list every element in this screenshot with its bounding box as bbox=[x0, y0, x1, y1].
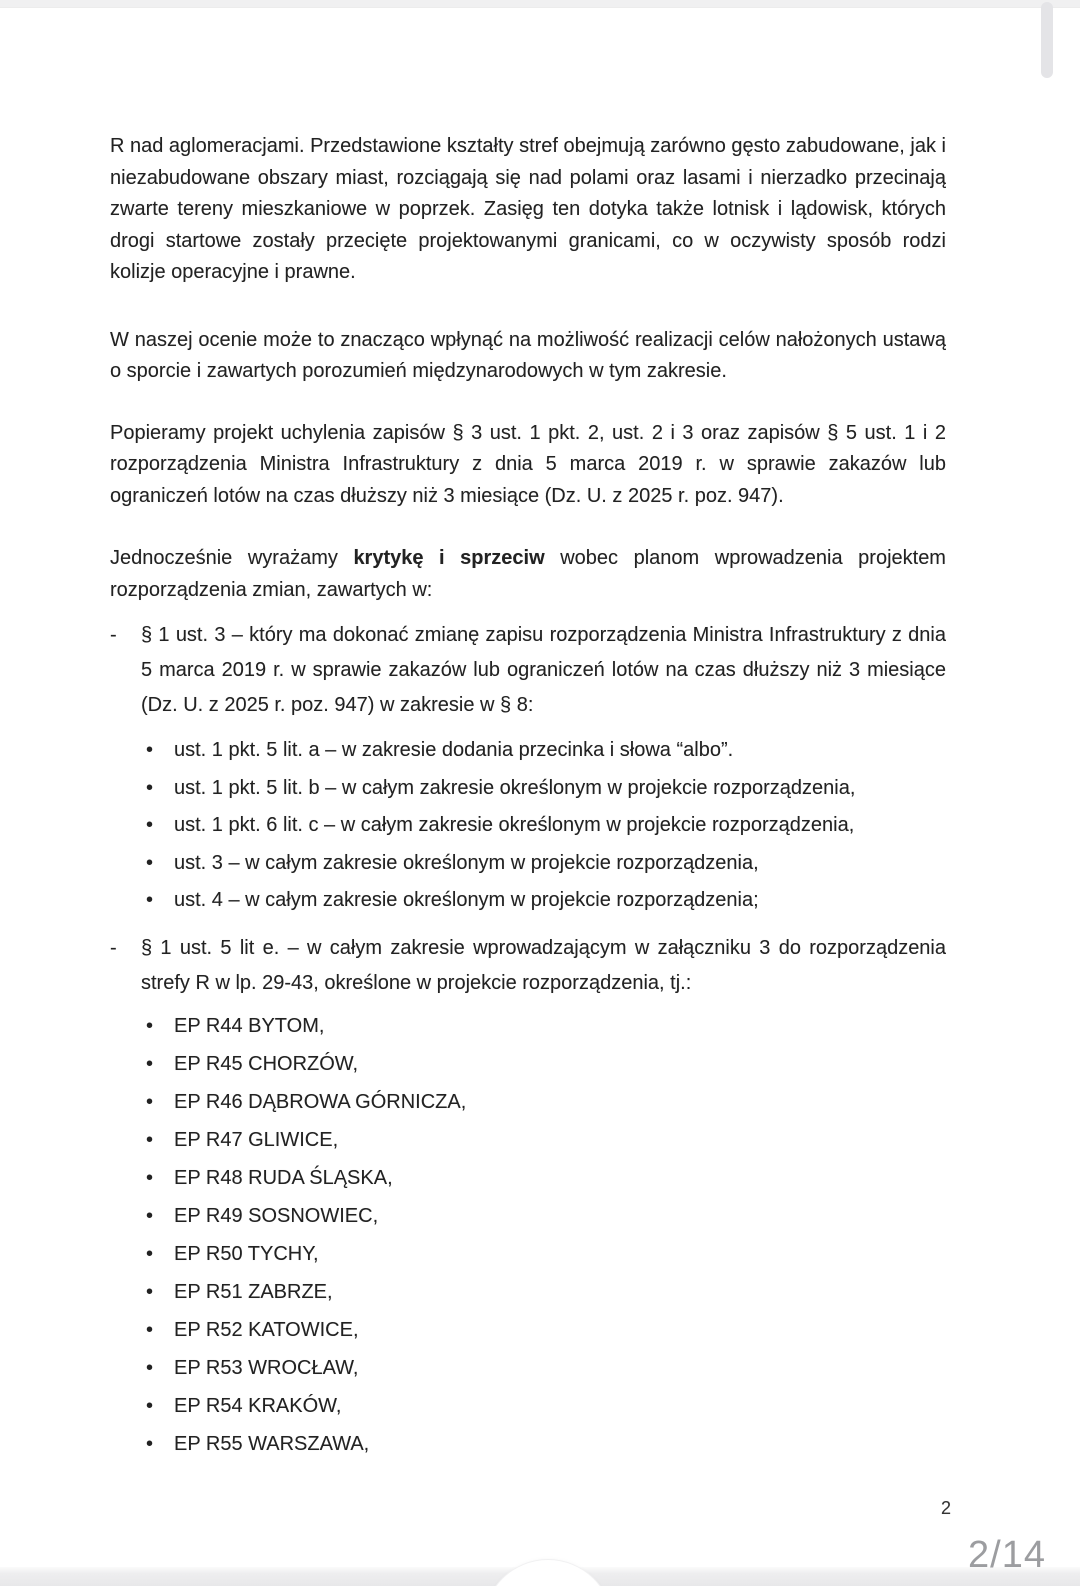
document-page bbox=[110, 0, 946, 1467]
bullet-icon: • bbox=[146, 1356, 154, 1379]
bullet-icon: • bbox=[146, 739, 154, 761]
dash-item-par1-ust5 bbox=[110, 931, 946, 1001]
dash-item-par1-ust3 bbox=[110, 618, 946, 723]
bullet-icon: • bbox=[146, 814, 154, 836]
bullet-icon: • bbox=[146, 1052, 154, 1075]
scrollbar-thumb[interactable] bbox=[1041, 2, 1053, 78]
ep-zone-text: EP R53 WROCŁAW, bbox=[174, 1356, 359, 1379]
ep-zone-text: EP R46 DĄBROWA GÓRNICZA, bbox=[174, 1090, 467, 1113]
list-item bbox=[146, 885, 946, 917]
list-item-text: ust. 4 – w całym zakresie określonym w projekcie rozporządzenia; bbox=[174, 889, 759, 911]
dash-item-text: § 1 ust. 3 – który ma dokonać zmianę zapisu rozporządzenia Ministra Infrastruktury z dnia 5 marca 2019 r. w sprawie zakazów lub ograniczeń lotów na czas dłuższy niż 3 miesiące (Dz. U. z 2025 r. poz. 947) w zakresie w § 8: bbox=[141, 624, 946, 716]
bullet-icon: • bbox=[146, 776, 154, 799]
ep-zone-text: EP R44 BYTOM, bbox=[174, 1014, 325, 1037]
viewer-top-bar bbox=[0, 0, 1080, 8]
bullet-icon: • bbox=[146, 1394, 154, 1417]
bullet-icon: • bbox=[146, 1318, 154, 1341]
bullet-icon: • bbox=[146, 1432, 154, 1455]
ep-zone-text: EP R48 RUDA ŚLĄSKA, bbox=[174, 1166, 393, 1189]
bullet-icon: • bbox=[146, 1166, 154, 1189]
document-page-number: 2 bbox=[941, 1498, 952, 1518]
ep-zone-text: EP R55 WARSZAWA, bbox=[174, 1432, 370, 1455]
bullet-icon: • bbox=[146, 1090, 154, 1113]
list-item bbox=[146, 1087, 946, 1119]
bullet-icon: • bbox=[146, 1280, 154, 1303]
list-item bbox=[146, 1125, 946, 1157]
page-indicator: 2/14 bbox=[968, 1534, 1046, 1576]
bullet-icon: • bbox=[146, 1128, 154, 1151]
ep-zone-text: EP R47 GLIWICE, bbox=[174, 1128, 339, 1151]
ep-zone-list bbox=[110, 1011, 946, 1461]
bullet-icon: • bbox=[146, 1014, 154, 1037]
list-item bbox=[146, 1239, 946, 1271]
list-item bbox=[146, 1315, 946, 1347]
paragraph-opinion: W naszej ocenie może to znacząco wpłynąć na możliwość realizacji celów nałożonych ustawą o sporcie i zawartych porozumień międzynarodowych w tym zakresie. bbox=[110, 328, 946, 382]
ep-zone-text: EP R54 KRAKÓW, bbox=[174, 1394, 342, 1417]
dash-marker: - bbox=[110, 936, 117, 959]
criticism-text-before: Jednocześnie wyrażamy bbox=[110, 547, 354, 569]
criticism-bold-phrase: krytykę i sprzeciw bbox=[353, 547, 545, 569]
ep-zone-text: EP R51 ZABRZE, bbox=[174, 1280, 333, 1303]
list-item bbox=[146, 1353, 946, 1385]
list-item bbox=[146, 1429, 946, 1461]
list-item bbox=[146, 735, 946, 767]
list-item bbox=[146, 1049, 946, 1081]
dash-marker: - bbox=[110, 624, 117, 646]
ep-zone-text: EP R52 KATOWICE, bbox=[174, 1318, 359, 1341]
bullet-icon: • bbox=[146, 889, 154, 911]
list-item-text: ust. 1 pkt. 5 lit. a – w zakresie dodania przecinka i słowa “albo”. bbox=[174, 739, 734, 761]
list-item-text: ust. 3 – w całym zakresie określonym w projekcie rozporządzenia, bbox=[174, 851, 759, 874]
dash-item-text: § 1 ust. 5 lit e. – w całym zakresie wprowadzającym w załączniku 3 do rozporządzenia strefy R w lp. 29-43, określone w projekcie rozporządzenia, tj.: bbox=[141, 936, 946, 994]
paragraph-continuation: R nad aglomeracjami. Przedstawione kształty stref obejmują zarówno gęsto zabudowane, jak i niezabudowane obszary miast, rozciągają się nad polami oraz lasami i nierzadko przecinają zwarte tereny mieszkaniowe w poprzek. Zasięg ten dotyka także lotnisk i lądowisk, których drogi startowe zostały przecięte projektowanymi granicami, co w oczywisty sposób rodzi kolizje operacyjne i prawne. bbox=[110, 135, 946, 283]
ep-zone-text: EP R50 TYCHY, bbox=[174, 1242, 319, 1265]
ep-zone-text: EP R45 CHORZÓW, bbox=[174, 1052, 359, 1075]
list-item bbox=[146, 773, 946, 805]
paragraph-support: Popieramy projekt uchylenia zapisów § 3 ust. 1 pkt. 2, ust. 2 i 3 oraz zapisów § 5 ust. 1 i 2 rozporządzenia Ministra Infrastruktury z dnia 5 marca 2019 r. w sprawie zakazów lub ograniczeń lotów na czas dłuższy niż 3 miesiące (Dz. U. z 2025 r. poz. 947). bbox=[110, 421, 946, 507]
list-item bbox=[146, 1011, 946, 1043]
list-item bbox=[146, 1391, 946, 1423]
bullet-icon: • bbox=[146, 1242, 154, 1265]
list-item bbox=[146, 1201, 946, 1233]
sub-bullet-list bbox=[110, 735, 946, 917]
bullet-icon: • bbox=[146, 1204, 154, 1227]
criticism-text-after: wobec planom wprowadzenia projektem rozporządzenia zmian, zawartych w: bbox=[110, 547, 946, 601]
paragraph-criticism bbox=[110, 543, 946, 606]
list-item-text: ust. 1 pkt. 5 lit. b – w całym zakresie określonym w projekcie rozporządzenia, bbox=[174, 776, 856, 799]
ep-zone-text: EP R49 SOSNOWIEC, bbox=[174, 1204, 379, 1227]
list-item bbox=[146, 1277, 946, 1309]
bullet-icon: • bbox=[146, 851, 154, 874]
list-item bbox=[146, 1163, 946, 1195]
list-item bbox=[146, 848, 946, 880]
list-item bbox=[146, 810, 946, 842]
list-item-text: ust. 1 pkt. 6 lit. c – w całym zakresie określonym w projekcie rozporządzenia, bbox=[174, 814, 855, 836]
